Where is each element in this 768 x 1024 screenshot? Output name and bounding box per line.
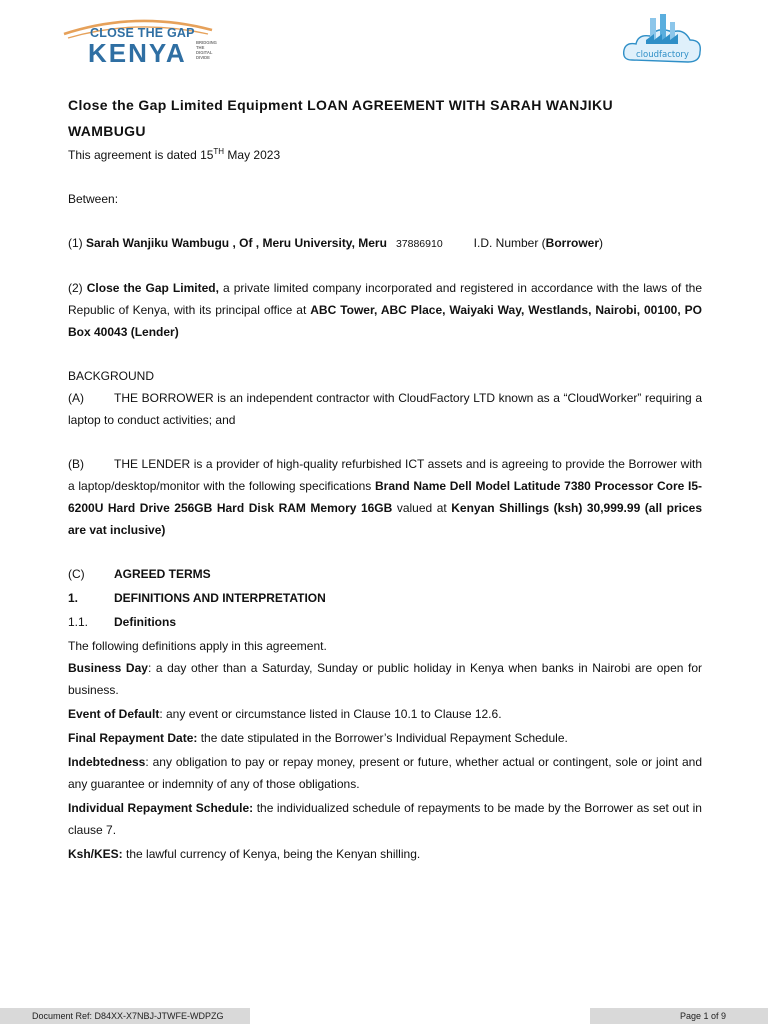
definition-item: Individual Repayment Schedule: the individualized schedule of repayments to be made by the Borrower as set out in clause 7. xyxy=(68,801,702,837)
section-1-1-heading: 1.1. Definitions xyxy=(68,615,176,629)
agreement-title-line2: WAMBUGU xyxy=(68,123,146,139)
agreement-body xyxy=(68,92,702,865)
page-number: Page 1 of 9 xyxy=(590,1008,768,1024)
definition-item: Business Day: a day other than a Saturday, Sunday or public holiday in Kenya when banks in Nairobi are open for business. xyxy=(68,661,703,697)
definition-item: Final Repayment Date: the date stipulated in the Borrower’s Individual Repayment Schedule. xyxy=(68,731,568,745)
logo-main-text: KENYA xyxy=(88,38,187,68)
party-borrower: (1) Sarah Wanjiku Wambugu , Of , Meru University, Meru 37886910 I.D. Number (Borrower) xyxy=(68,236,604,250)
agreed-terms-heading: (C) AGREED TERMS xyxy=(68,567,211,581)
background-clause-b: (B) THE LENDER is a provider of high-quality refurbished ICT assets and is agreeing to provide the Borrower with a laptop/desktop/monitor with the following specifications Brand Name Dell Model Latitude 7380 Processor Core I5-6200U Hard Drive 256GB Hard Disk RAM Memory 16GB valued at Kenyan Shillings (ksh) 30,999.99 (all prices are vat inclusive) xyxy=(68,457,702,537)
background-clause-a: (A) THE BORROWER is an independent contractor with CloudFactory LTD known as a “CloudWorker” requiring a laptop to conduct activities; and xyxy=(68,391,702,427)
close-the-gap-logo xyxy=(62,16,222,76)
logo-top-text: CLOSE THE GAP xyxy=(90,26,195,40)
agreement-title-line1: Close the Gap Limited Equipment LOAN AGREEMENT WITH SARAH WANJIKU xyxy=(68,97,613,113)
cloud-factory-icon xyxy=(620,10,704,74)
definition-item: Ksh/KES: the lawful currency of Kenya, being the Kenyan shilling. xyxy=(68,847,421,861)
logo-tagline: BRIDGING THE DIGITAL DIVIDE xyxy=(196,40,217,60)
definition-item: Indebtedness: any obligation to pay or repay money, present or future, whether actual or contingent, sole or joint and any guarantee or indemnity of any of those obligations. xyxy=(68,755,702,791)
definitions-intro: The following definitions apply in this agreement. xyxy=(68,639,327,653)
cloudfactory-logo xyxy=(620,10,704,74)
cloudfactory-wordmark: cloudfactory xyxy=(636,50,689,60)
between-label: Between: xyxy=(68,192,119,206)
agreement-date: This agreement is dated 15TH May 2023 xyxy=(68,147,281,162)
document-reference: Document Ref: D84XX-X7NBJ-JTWFE-WDPZG xyxy=(0,1008,250,1024)
section-1-heading: 1. DEFINITIONS AND INTERPRETATION xyxy=(68,591,326,605)
definition-item: Event of Default: any event or circumstance listed in Clause 10.1 to Clause 12.6. xyxy=(68,707,502,721)
background-heading: BACKGROUND xyxy=(68,369,155,383)
party-lender: (2) Close the Gap Limited, a private limited company incorporated and registered in accordance with the laws of the Republic of Kenya, with its principal office at ABC Tower, ABC Place, Waiyaki Way, Westlands, Nairobi, 00100, PO Box 40043 (Lender) xyxy=(68,281,703,339)
